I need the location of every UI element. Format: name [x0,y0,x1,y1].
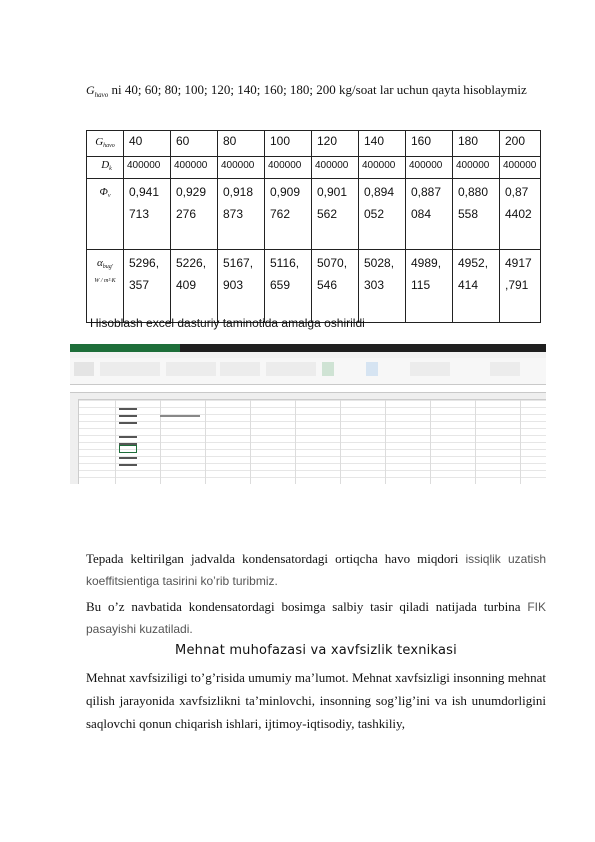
excel-column-header [70,393,546,400]
table-cell: 5070, 546 [312,250,359,323]
table-cell: 0,918 873 [218,179,265,250]
table-cell: 5028, 303 [359,250,406,323]
g-havo-symbol: G [86,83,95,97]
table-cell: 400000 [453,157,500,179]
table-cell: 400000 [218,157,265,179]
row-label [87,157,124,179]
row-label-symbol: D [101,159,110,171]
table-cell: 80 [218,131,265,157]
paragraph-2-main: Bu o’z navbatida kondensatordagi bosimga salbiy tasir qiladi natijada turbina [86,599,528,614]
intro-paragraph [86,80,546,105]
excel-note: Hisoblash excel dasturiy taminotida amalga oshirildi [90,316,365,330]
table-row [87,131,541,157]
table-cell: 5226, 409 [171,250,218,323]
row-label-symbol: α [96,257,103,269]
intro-text: ni 40; 60; 80; 100; 120; 140; 160; 180; 200 kg/soat lar uchun qayta hisoblaymiz [108,82,527,97]
paragraph-1-main: Tepada keltirilgan jadvalda kondensatordagi ortiqcha havo miqdori [86,551,466,566]
row-label-unit: W / m²·K [94,278,116,284]
table-cell: 60 [171,131,218,157]
row-label-subscript: k [109,166,112,172]
table-cell: 0,929 276 [171,179,218,250]
excel-screenshot [70,344,546,484]
table-row [87,157,541,179]
row-label-subscript: bug' [102,264,114,270]
excel-row-header [70,399,79,484]
section-title: Mehnat muhofazasi va xavfsizlik texnikasi [175,643,457,658]
excel-grid [70,393,546,484]
paragraph-1 [86,548,546,592]
table-cell: 180 [453,131,500,157]
table-cell: 4952, 414 [453,250,500,323]
table-cell: 120 [312,131,359,157]
paragraph-3: Mehnat xavfsiziligi to’g’risida umumiy ma’lumot. Mehnat xavfsizligi insonning mehnat qilish jarayonida xavfsizlikni ta’minlovchi, insonning sog’lig’ini va ish unumdorligini saqlovchi qonun chiqarish ishlari, ijtimoy-iqtisodiy, tashkiliy, [86,670,546,731]
table-row [87,179,541,250]
paragraph-2 [86,596,546,640]
excel-formula-bar [70,385,546,393]
table-cell: 4917 ,791 [500,250,541,323]
excel-ribbon [70,358,546,385]
table-cell: 0,941 713 [124,179,171,250]
table-cell: 400000 [171,157,218,179]
table-cell: 100 [265,131,312,157]
row-label-subscript: v [107,193,111,199]
table-cell: 5296, 357 [124,250,171,323]
paragraph-1-light: issiqlik uzatish koeffitsientiga tasirini ko’rib turibmiz. [86,552,546,588]
intro-block [86,80,546,105]
table-cell: 5167, 903 [218,250,265,323]
table-cell: 0,909 762 [265,179,312,250]
table-cell: 400000 [359,157,406,179]
table-cell: 5116, 659 [265,250,312,323]
table-cell: 0,887 084 [406,179,453,250]
table-cell: 4989, 115 [406,250,453,323]
excel-title-bar [70,344,546,352]
row-label-symbol: G [95,136,104,148]
row-label [87,179,124,250]
table-cell: 400000 [265,157,312,179]
table-cell: 400000 [500,157,541,179]
g-havo-subscript: havo [94,91,109,99]
paragraph-2-light: FIK pasayishi kuzatiladi. [86,600,546,636]
table-cell: 400000 [406,157,453,179]
row-label [87,131,124,157]
row-label-symbol: Φ [99,186,108,198]
table-cell: 0,901 562 [312,179,359,250]
table-cell: 160 [406,131,453,157]
results-table [86,130,541,323]
table-row [87,250,541,323]
table-cell: 0,880 558 [453,179,500,250]
table-cell: 400000 [124,157,171,179]
table-cell: 0,894 052 [359,179,406,250]
table-cell: 140 [359,131,406,157]
table-cell: 400000 [312,157,359,179]
table-cell: 40 [124,131,171,157]
row-label-subscript: havo [103,143,115,149]
row-label [87,250,124,323]
table-cell: 200 [500,131,541,157]
table-cell: 0,87 4402 [500,179,541,250]
